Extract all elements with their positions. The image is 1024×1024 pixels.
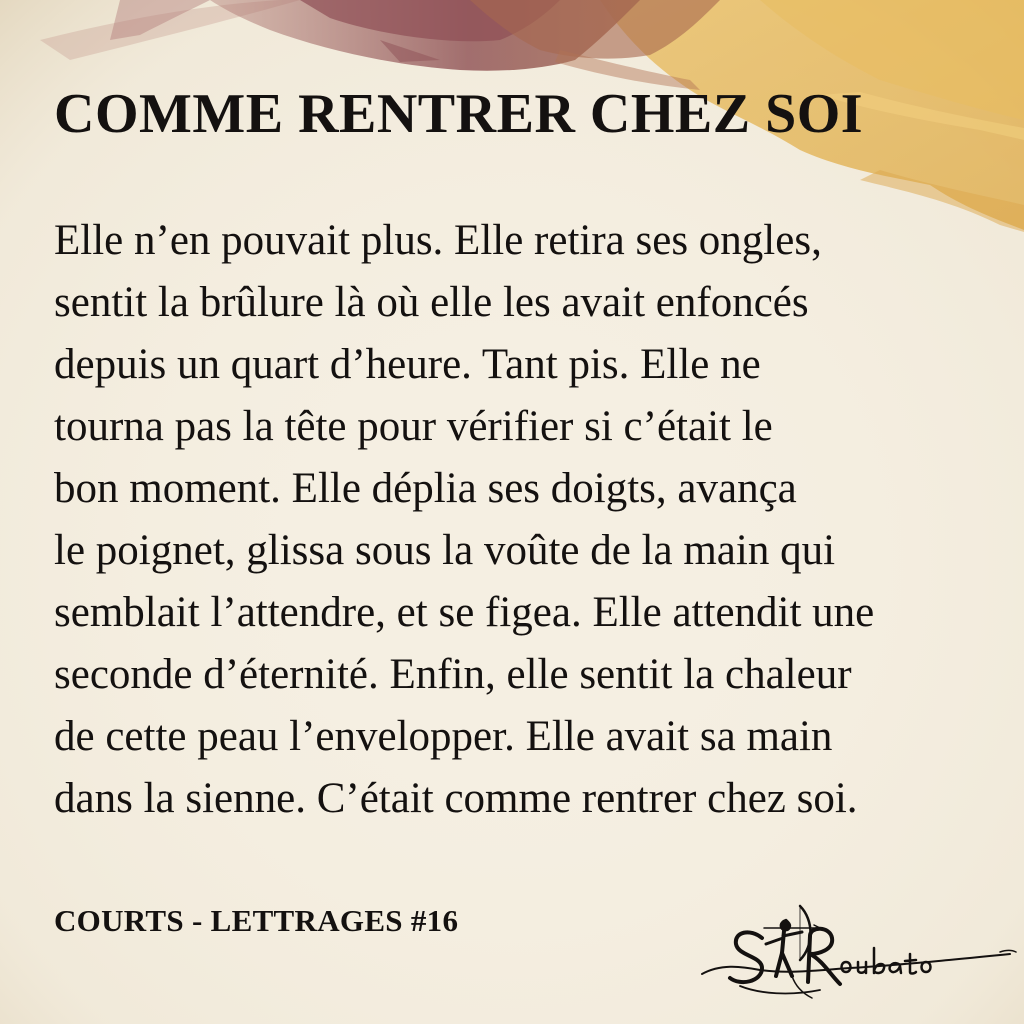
story-line: dans la sienne. C’était comme rentrer chez soi. (54, 775, 858, 822)
page-title: COMME RENTRER CHEZ SOI (54, 83, 864, 145)
story-line: Elle n’en pouvait plus. Elle retira ses ongles, (54, 217, 822, 264)
story-line: seconde d’éternité. Enfin, elle sentit la chaleur (54, 651, 852, 698)
series-label: COURTS - LETTRAGES #16 (54, 903, 459, 938)
story-line: le poignet, glissa sous la voûte de la main qui (54, 527, 836, 574)
story-line: de cette peau l’envelopper. Elle avait sa main (54, 713, 833, 760)
signature-logo (700, 898, 1020, 1010)
story-line: depuis un quart d’heure. Tant pis. Elle ne (54, 341, 761, 388)
story-text (54, 210, 1014, 830)
story-line: tourna pas la tête pour vérifier si c’était le (54, 403, 773, 450)
story-line: semblait l’attendre, et se figea. Elle attendit une (54, 589, 875, 636)
story-line: sentit la brûlure là où elle les avait enfoncés (54, 279, 809, 326)
story-line: bon moment. Elle déplia ses doigts, avança (54, 465, 797, 512)
